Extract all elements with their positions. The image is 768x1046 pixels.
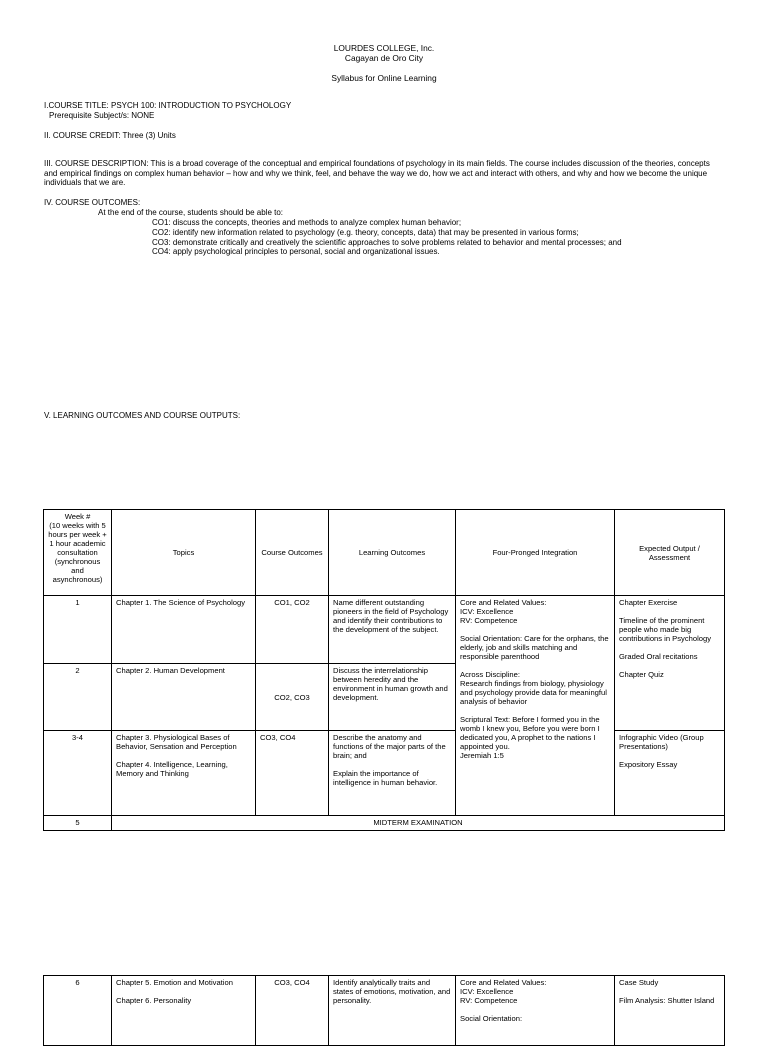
- course-outcome-4: CO4: apply psychological principles to personal, social and organizational issues.: [152, 247, 440, 256]
- social-orientation: Social Orientation: Care for the orphans, the elderly, job and skills matching and responsible parenthood: [460, 634, 609, 661]
- week-cell: 6: [44, 976, 112, 1046]
- table-row: [44, 976, 725, 1046]
- topic-item: Chapter 5. Emotion and Motivation: [116, 978, 233, 987]
- output-item: Graded Oral recitations: [619, 652, 698, 661]
- social-orientation: Social Orientation:: [460, 1014, 523, 1023]
- course-outcomes-heading: IV. COURSE OUTCOMES:: [44, 198, 141, 207]
- output-item: Timeline of the prominent people who made big contributions in Psychology: [619, 616, 712, 643]
- expected-output-cell: [615, 731, 725, 816]
- learning-outcome-cell: Identify analytically traits and states of emotions, motivation, and personality.: [329, 976, 456, 1046]
- output-item: Chapter Exercise: [619, 598, 678, 607]
- prerequisite: Prerequisite Subject/s: NONE: [49, 111, 155, 120]
- output-item: Infographic Video (Group Presentations): [619, 733, 704, 751]
- core-value-1: ICV: Excellence: [460, 607, 514, 616]
- learning-outcome-cell: Discuss the interrelationship between heredity and the environment in human growth and development.: [329, 664, 456, 731]
- week-cell: 2: [44, 664, 112, 731]
- course-description: III. COURSE DESCRIPTION: This is a broad coverage of the conceptual and empirical foundations of psychology in its main fields. The course includes discussion of the theories, concepts and empirical findings on complex human behavior – how and why we think, feel, and behave the way we do, how we act and interact with others, and why and how we become the unique individuals that we are.: [44, 159, 710, 188]
- core-values-label: Core and Related Values:: [460, 598, 547, 607]
- syllabus-table-continued: [43, 975, 725, 1046]
- header-four-pronged: Four-Pronged Integration: [456, 510, 615, 596]
- learning-outcome-item: Explain the importance of intelligence in human behavior.: [333, 769, 438, 787]
- course-outcome-2: CO2: identify new information related to psychology (e.g. theory, concepts, data) that may be presented in various forms;: [152, 228, 579, 237]
- co-cell: CO3, CO4: [256, 976, 329, 1046]
- integration-cell: [456, 976, 615, 1046]
- course-outcome-1: CO1: discuss the concepts, theories and methods to analyze complex human behavior;: [152, 218, 462, 227]
- core-value-1: ICV: Excellence: [460, 987, 514, 996]
- output-item: Chapter Quiz: [619, 670, 664, 679]
- syllabus-table: [43, 509, 725, 831]
- week-cell: 5: [44, 816, 112, 831]
- header-course-outcomes: Course Outcomes: [256, 510, 329, 596]
- course-credit: II. COURSE CREDIT: Three (3) Units: [44, 131, 176, 140]
- header-week: Week # (10 weeks with 5 hours per week + 1 hour academic consultation (synchronous and asynchronous): [44, 510, 112, 596]
- header-learning-outcomes: Learning Outcomes: [329, 510, 456, 596]
- course-title: I.COURSE TITLE: PSYCH 100: INTRODUCTION TO PSYCHOLOGY: [44, 101, 292, 110]
- table-row: [44, 731, 725, 816]
- topics-cell: Chapter 2. Human Development: [112, 664, 256, 731]
- header-expected-output: Expected Output / Assessment: [615, 510, 725, 596]
- learning-outcome-item: Describe the anatomy and functions of the major parts of the brain; and: [333, 733, 446, 760]
- core-value-2: RV: Competence: [460, 616, 518, 625]
- co-cell: CO2, CO3: [256, 664, 329, 731]
- topics-cell: [112, 731, 256, 816]
- output-item: Case Study: [619, 978, 659, 987]
- learning-outcomes-heading: V. LEARNING OUTCOMES AND COURSE OUTPUTS:: [44, 411, 241, 420]
- midterm-row: [44, 816, 725, 831]
- across-discipline-text: Research findings from biology, physiology and psychology provide data for meaningful analysis of behavior: [460, 679, 607, 706]
- course-outcomes-intro: At the end of the course, students should be able to:: [98, 208, 284, 217]
- learning-outcome-cell: [329, 731, 456, 816]
- topics-cell: Chapter 1. The Science of Psychology: [112, 596, 256, 664]
- co-cell: CO3, CO4: [256, 731, 329, 816]
- scriptural-text: Scriptural Text: Before I formed you in the womb I knew you, Before you were born I dedicated you, A prophet to the nations I appointed you. Jeremiah 1:5: [460, 715, 600, 760]
- topic-item: Chapter 4. Intelligence, Learning, Memory and Thinking: [116, 760, 228, 778]
- week-cell: 1: [44, 596, 112, 664]
- across-discipline-label: Across Discipline:: [460, 670, 520, 679]
- institution-name: LOURDES COLLEGE, Inc.: [333, 43, 435, 53]
- header-topics: Topics: [112, 510, 256, 596]
- expected-output-cell: [615, 596, 725, 731]
- course-outcome-3: CO3: demonstrate critically and creatively the scientific approaches to solve problems related to behavior and mental processes; and: [152, 238, 622, 247]
- week-cell: 3-4: [44, 731, 112, 816]
- co-cell: CO1, CO2: [256, 596, 329, 664]
- expected-output-cell: [615, 976, 725, 1046]
- topic-item: Chapter 6. Personality: [116, 996, 192, 1005]
- topics-cell: [112, 976, 256, 1046]
- output-item: Expository Essay: [619, 760, 678, 769]
- core-values-label: Core and Related Values:: [460, 978, 547, 987]
- table-header-row: [44, 510, 725, 596]
- learning-outcome-cell: Name different outstanding pioneers in the field of Psychology and identify their contributions to the development of the subject.: [329, 596, 456, 664]
- integration-cell: [456, 596, 615, 816]
- midterm-label: MIDTERM EXAMINATION: [112, 816, 725, 831]
- institution-city: Cagayan de Oro City: [344, 53, 424, 63]
- core-value-2: RV: Competence: [460, 996, 518, 1005]
- document-title: Syllabus for Online Learning: [331, 73, 437, 83]
- table-row: [44, 596, 725, 664]
- output-item: Film Analysis: Shutter Island: [619, 996, 715, 1005]
- topic-item: Chapter 3. Physiological Bases of Behavior, Sensation and Perception: [116, 733, 237, 751]
